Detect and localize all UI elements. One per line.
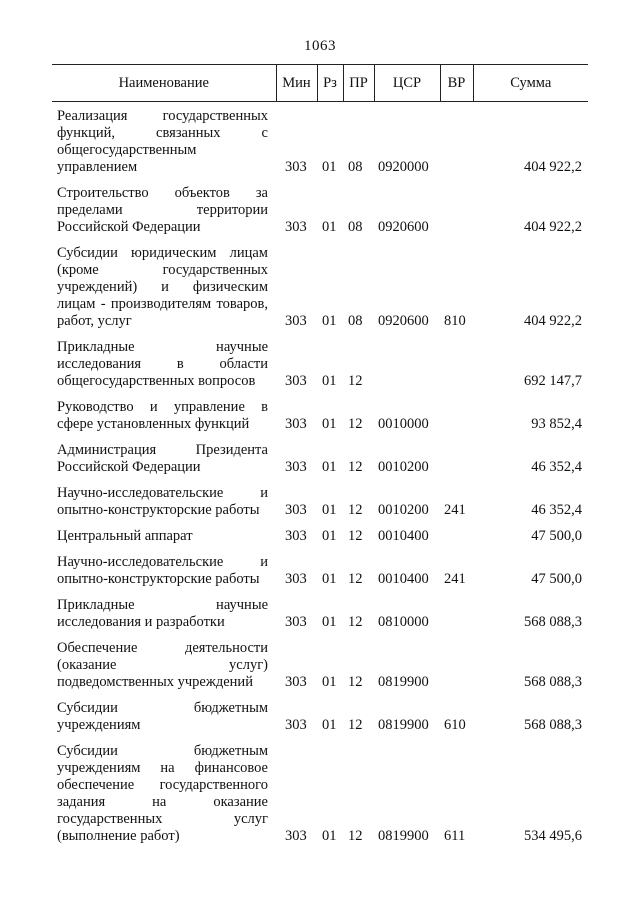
row-pr: 12 xyxy=(348,373,363,389)
row-rz: 01 xyxy=(322,219,337,235)
row-vr xyxy=(440,437,473,480)
row-sum: 93 852,4 xyxy=(531,416,582,432)
row-name: Субсидии бюджетным учреждениям xyxy=(57,700,268,733)
row-csr: 0010000 xyxy=(378,416,429,432)
row-sum: 404 922,2 xyxy=(524,219,582,235)
row-vr xyxy=(440,635,473,695)
table-row xyxy=(52,334,588,394)
row-pr: 08 xyxy=(348,219,363,235)
row-min: 303 xyxy=(285,313,307,329)
row-rz: 01 xyxy=(322,416,337,432)
row-name: Реализация государственных функций, связанных с общегосударственным управлением xyxy=(57,108,268,175)
row-vr: 610 xyxy=(444,717,466,733)
table-row xyxy=(52,592,588,635)
row-pr: 08 xyxy=(348,313,363,329)
row-name: Научно-исследовательские и опытно-конструкторские работы xyxy=(57,485,268,518)
row-vr: 241 xyxy=(444,502,466,518)
row-csr: 0010200 xyxy=(378,459,429,475)
row-rz: 01 xyxy=(322,159,337,175)
row-pr: 12 xyxy=(348,502,363,518)
row-name: Научно-исследовательские и опытно-конструкторские работы xyxy=(57,554,268,587)
row-name: Субсидии юридическим лицам (кроме государственных учреждений) и физическим лицам - производителям товаров, работ, услуг xyxy=(57,245,268,329)
row-sum: 47 500,0 xyxy=(531,528,582,544)
row-rz: 01 xyxy=(322,614,337,630)
table-row xyxy=(52,394,588,437)
page-number: 1063 xyxy=(304,38,336,54)
row-rz: 01 xyxy=(322,717,337,733)
row-vr xyxy=(440,523,473,549)
row-min: 303 xyxy=(285,159,307,175)
table-row xyxy=(52,437,588,480)
table-row xyxy=(52,695,588,738)
row-rz: 01 xyxy=(322,528,337,544)
row-min: 303 xyxy=(285,219,307,235)
row-csr: 0920600 xyxy=(378,219,429,235)
row-sum: 568 088,3 xyxy=(524,674,582,690)
row-name: Администрация Президента Российской Федерации xyxy=(57,442,268,475)
row-vr xyxy=(440,180,473,240)
row-csr: 0819900 xyxy=(378,828,429,844)
row-csr: 0010200 xyxy=(378,502,429,518)
row-rz: 01 xyxy=(322,674,337,690)
header-sum: Сумма xyxy=(473,65,588,102)
table-body xyxy=(52,102,588,850)
row-vr: 241 xyxy=(444,571,466,587)
row-sum: 692 147,7 xyxy=(524,373,582,389)
row-name: Строительство объектов за пределами территории Российской Федерации xyxy=(57,185,268,235)
row-pr: 12 xyxy=(348,717,363,733)
row-sum: 534 495,6 xyxy=(524,828,582,844)
row-sum: 404 922,2 xyxy=(524,313,582,329)
row-min: 303 xyxy=(285,828,307,844)
row-csr: 0810000 xyxy=(378,614,429,630)
budget-table xyxy=(52,64,588,849)
row-min: 303 xyxy=(285,502,307,518)
table-row xyxy=(52,549,588,592)
row-min: 303 xyxy=(285,373,307,389)
header-pr: ПР xyxy=(343,65,374,102)
row-sum: 568 088,3 xyxy=(524,614,582,630)
row-vr xyxy=(440,102,473,181)
row-min: 303 xyxy=(285,528,307,544)
row-sum: 404 922,2 xyxy=(524,159,582,175)
table-row xyxy=(52,480,588,523)
row-rz: 01 xyxy=(322,502,337,518)
table-row xyxy=(52,738,588,849)
header-name: Наименование xyxy=(52,65,276,102)
row-pr: 12 xyxy=(348,674,363,690)
row-pr: 12 xyxy=(348,459,363,475)
row-csr: 0010400 xyxy=(378,571,429,587)
row-vr xyxy=(440,592,473,635)
row-vr xyxy=(440,334,473,394)
row-name: Прикладные научные исследования в области общегосударственных вопросов xyxy=(57,339,268,389)
header-csr: ЦСР xyxy=(374,65,440,102)
row-csr xyxy=(374,334,440,394)
row-csr: 0819900 xyxy=(378,717,429,733)
row-csr: 0920000 xyxy=(378,159,429,175)
row-min: 303 xyxy=(285,571,307,587)
row-name: Руководство и управление в сфере установленных функций xyxy=(57,399,268,432)
row-vr: 611 xyxy=(444,828,466,844)
row-name: Центральный аппарат xyxy=(57,528,193,544)
row-name: Обеспечение деятельности (оказание услуг) подведомственных учреждений xyxy=(57,640,268,690)
row-min: 303 xyxy=(285,717,307,733)
table-row xyxy=(52,102,588,181)
row-rz: 01 xyxy=(322,373,337,389)
row-pr: 12 xyxy=(348,828,363,844)
row-vr: 810 xyxy=(444,313,466,329)
table-row xyxy=(52,635,588,695)
header-rz: Рз xyxy=(317,65,343,102)
table-row xyxy=(52,240,588,334)
row-sum: 46 352,4 xyxy=(531,502,582,518)
row-csr: 0920600 xyxy=(378,313,429,329)
row-pr: 12 xyxy=(348,614,363,630)
row-pr: 12 xyxy=(348,571,363,587)
row-pr: 08 xyxy=(348,159,363,175)
row-vr xyxy=(440,394,473,437)
header-min: Мин xyxy=(276,65,317,102)
table-row xyxy=(52,180,588,240)
row-sum: 568 088,3 xyxy=(524,717,582,733)
table-row xyxy=(52,523,588,549)
table-header xyxy=(52,65,588,102)
row-rz: 01 xyxy=(322,459,337,475)
row-min: 303 xyxy=(285,459,307,475)
header-vr: ВР xyxy=(440,65,473,102)
row-name: Прикладные научные исследования и разработки xyxy=(57,597,268,630)
row-pr: 12 xyxy=(348,416,363,432)
row-min: 303 xyxy=(285,614,307,630)
row-rz: 01 xyxy=(322,313,337,329)
row-csr: 0819900 xyxy=(378,674,429,690)
row-pr: 12 xyxy=(348,528,363,544)
row-sum: 46 352,4 xyxy=(531,459,582,475)
row-rz: 01 xyxy=(322,828,337,844)
row-sum: 47 500,0 xyxy=(531,571,582,587)
row-rz: 01 xyxy=(322,571,337,587)
row-name: Субсидии бюджетным учреждениям на финансовое обеспечение государственного задания на оказание государственных услуг (выполнение работ) xyxy=(57,743,268,844)
row-min: 303 xyxy=(285,416,307,432)
row-min: 303 xyxy=(285,674,307,690)
row-csr: 0010400 xyxy=(378,528,429,544)
